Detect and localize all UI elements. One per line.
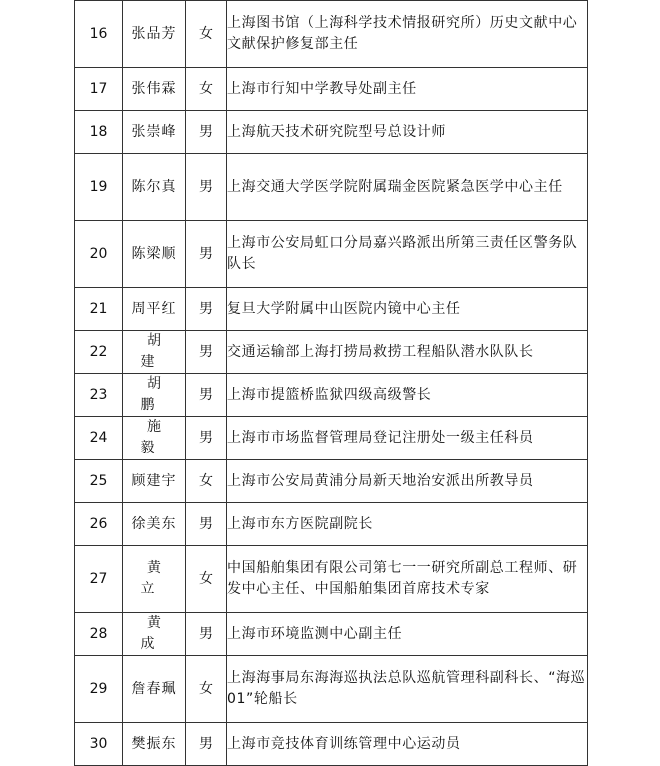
person-name: 詹春珮: [123, 656, 186, 723]
person-name: 施毅: [123, 417, 186, 460]
row-number: 24: [75, 417, 123, 460]
table-row: [75, 460, 588, 503]
row-number: 18: [75, 111, 123, 154]
row-number: 21: [75, 288, 123, 331]
person-name: 胡建: [123, 331, 186, 374]
table-row: [75, 503, 588, 546]
table-row: [75, 221, 588, 288]
person-title: 上海图书馆（上海科学技术情报研究所）历史文献中心文献保护修复部主任: [227, 1, 588, 68]
row-number: 28: [75, 613, 123, 656]
person-title: 复旦大学附属中山医院内镜中心主任: [227, 288, 588, 331]
row-number: 22: [75, 331, 123, 374]
person-gender: 男: [186, 417, 227, 460]
person-title: 上海市公安局黄浦分局新天地治安派出所教导员: [227, 460, 588, 503]
person-title: 上海市提篮桥监狱四级高级警长: [227, 374, 588, 417]
person-name: 张伟霖: [123, 68, 186, 111]
person-name: 张品芳: [123, 1, 186, 68]
row-number: 23: [75, 374, 123, 417]
table-row: [75, 546, 588, 613]
person-gender: 男: [186, 723, 227, 766]
row-number: 17: [75, 68, 123, 111]
table-row: [75, 613, 588, 656]
table-row: [75, 68, 588, 111]
person-gender: 女: [186, 1, 227, 68]
person-gender: 女: [186, 460, 227, 503]
row-number: 29: [75, 656, 123, 723]
person-gender: 男: [186, 111, 227, 154]
row-number: 25: [75, 460, 123, 503]
person-name: 黄成: [123, 613, 186, 656]
person-gender: 男: [186, 613, 227, 656]
person-name: 陈梁顺: [123, 221, 186, 288]
row-number: 26: [75, 503, 123, 546]
person-title: 上海交通大学医学院附属瑞金医院紧急医学中心主任: [227, 154, 588, 221]
person-name: 黄立: [123, 546, 186, 613]
person-name: 胡鹏: [123, 374, 186, 417]
person-title: 上海航天技术研究院型号总设计师: [227, 111, 588, 154]
row-number: 30: [75, 723, 123, 766]
table-row: [75, 417, 588, 460]
person-title: 中国船舶集团有限公司第七一一研究所副总工程师、研发中心主任、中国船舶集团首席技术专家: [227, 546, 588, 613]
person-title: 上海市竞技体育训练管理中心运动员: [227, 723, 588, 766]
row-number: 16: [75, 1, 123, 68]
person-name: 顾建宇: [123, 460, 186, 503]
row-number: 19: [75, 154, 123, 221]
honoree-table: [74, 0, 588, 766]
person-gender: 男: [186, 221, 227, 288]
person-name: 徐美东: [123, 503, 186, 546]
person-title: 上海市东方医院副院长: [227, 503, 588, 546]
person-title: 上海市环境监测中心副主任: [227, 613, 588, 656]
person-name: 陈尔真: [123, 154, 186, 221]
table-row: [75, 1, 588, 68]
person-gender: 女: [186, 656, 227, 723]
row-number: 20: [75, 221, 123, 288]
table-row: [75, 288, 588, 331]
table-row: [75, 331, 588, 374]
table-row: [75, 154, 588, 221]
person-gender: 男: [186, 503, 227, 546]
table-row: [75, 656, 588, 723]
person-name: 周平红: [123, 288, 186, 331]
person-title: 上海市公安局虹口分局嘉兴路派出所第三责任区警务队队长: [227, 221, 588, 288]
honoree-table-body: [75, 1, 588, 766]
table-row: [75, 111, 588, 154]
person-gender: 男: [186, 154, 227, 221]
person-name: 樊振东: [123, 723, 186, 766]
person-name: 张崇峰: [123, 111, 186, 154]
table-row: [75, 374, 588, 417]
table-row: [75, 723, 588, 766]
person-title: 交通运输部上海打捞局救捞工程船队潜水队队长: [227, 331, 588, 374]
person-gender: 女: [186, 546, 227, 613]
person-gender: 男: [186, 374, 227, 417]
person-gender: 男: [186, 288, 227, 331]
person-gender: 女: [186, 68, 227, 111]
person-gender: 男: [186, 331, 227, 374]
person-title: 上海海事局东海海巡执法总队巡航管理科副科长、“海巡 01”轮船长: [227, 656, 588, 723]
row-number: 27: [75, 546, 123, 613]
person-title: 上海市市场监督管理局登记注册处一级主任科员: [227, 417, 588, 460]
person-title: 上海市行知中学教导处副主任: [227, 68, 588, 111]
